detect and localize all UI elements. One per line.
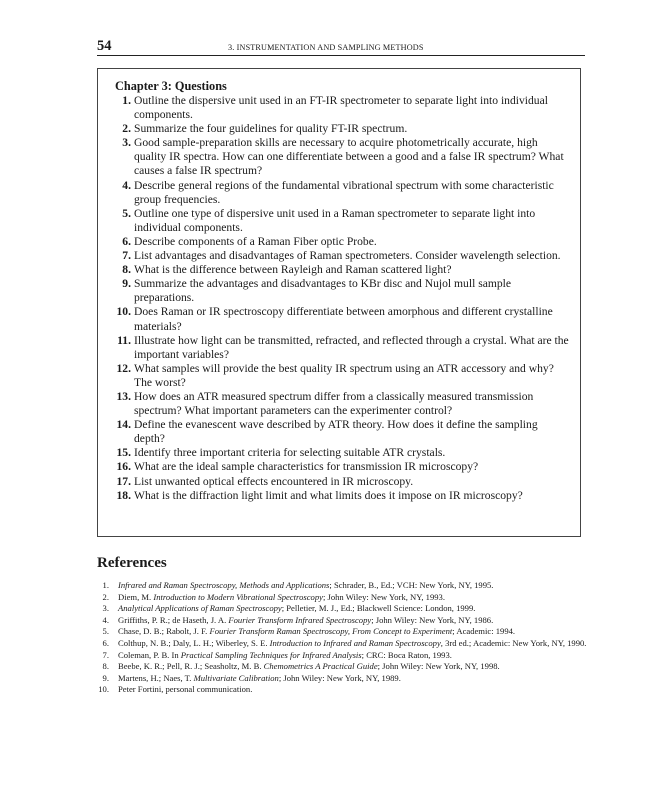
question-number: 8. (122, 263, 131, 277)
references-list (86, 580, 591, 696)
questions-title: Chapter 3: Questions (115, 79, 227, 93)
reference-item (86, 615, 591, 627)
question-item (115, 446, 570, 460)
question-text: Does Raman or IR spectroscopy differentiate between amorphous and different crystalline materials? (134, 305, 553, 333)
reference-publisher: ; Pelletier, M. J., Ed.; Blackwell Science: London, 1999. (281, 603, 476, 614)
question-number: 5. (122, 206, 131, 220)
reference-title: Introduction to Infrared and Raman Spectroscopy (269, 637, 441, 648)
reference-number: 6. (102, 637, 109, 648)
reference-number: 9. (102, 672, 109, 683)
reference-number: 2. (102, 591, 109, 602)
reference-authors: Martens, H.; Naes, T. (118, 672, 194, 683)
question-text: Describe components of a Raman Fiber optic Probe. (134, 234, 377, 248)
question-item (115, 249, 570, 263)
reference-item (86, 626, 591, 638)
question-text: List advantages and disadvantages of Raman spectrometers. Consider wavelength selection. (134, 249, 561, 263)
question-number: 17. (116, 474, 131, 488)
reference-authors: Diem, M. (118, 591, 154, 602)
question-item (115, 334, 570, 362)
question-item (115, 136, 570, 178)
reference-publisher: ; John Wiley: New York, NY, 1986. (371, 614, 494, 625)
reference-title: Infrared and Raman Spectroscopy, Methods and Applications (118, 580, 330, 590)
reference-item (86, 661, 591, 673)
reference-publisher: ; Schrader, B., Ed.; VCH: New York, NY, 1995. (329, 580, 494, 590)
reference-publisher: ; CRC: Boca Raton, 1993. (361, 649, 452, 660)
reference-authors: Beebe, K. R.; Pell, R. J.; Seasholtz, M. B. (118, 661, 264, 672)
reference-publisher: ; John Wiley: New York, NY, 1993. (322, 591, 445, 602)
page-number: 54 (97, 38, 112, 54)
question-item (115, 390, 570, 418)
question-item (115, 235, 570, 249)
question-number: 10. (116, 305, 131, 319)
question-number: 15. (116, 446, 131, 460)
question-number: 16. (116, 460, 131, 474)
reference-number: 1. (102, 580, 109, 590)
question-item (115, 475, 570, 489)
running-head: 3. INSTRUMENTATION AND SAMPLING METHODS (228, 43, 424, 52)
chapter-questions-box (97, 68, 581, 537)
question-item (115, 460, 570, 474)
question-text: Summarize the four guidelines for quality FT-IR spectrum. (134, 122, 408, 136)
reference-number: 3. (102, 603, 109, 614)
reference-item (86, 684, 591, 696)
question-text: List unwanted optical effects encountered in IR microscopy. (134, 474, 414, 488)
question-text: What are the ideal sample characteristics for transmission IR microscopy? (134, 460, 479, 474)
question-number: 4. (122, 178, 131, 192)
question-number: 3. (122, 136, 131, 150)
reference-publisher: ; John Wiley: New York, NY, 1998. (377, 661, 500, 672)
reference-item (86, 603, 591, 615)
reference-number: 5. (102, 626, 109, 637)
question-number: 6. (122, 234, 131, 248)
question-item (115, 418, 570, 446)
reference-number: 10. (98, 684, 109, 695)
reference-title: Fourier Transform Raman Spectroscopy, From Concept to Experiment (209, 626, 453, 637)
question-number: 11. (117, 333, 131, 347)
reference-publisher: ; John Wiley: New York, NY, 1989. (278, 672, 401, 683)
question-text: Summarize the advantages and disadvantages to KBr disc and Nujol mull sample preparations. (134, 277, 512, 305)
reference-authors: Colthup, N. B.; Daly, L. H.; Wiberley, S. E. (118, 637, 270, 648)
question-number: 7. (122, 249, 131, 263)
question-item (115, 305, 570, 333)
reference-title: Multivariate Calibration (193, 672, 279, 683)
question-text: Define the evanescent wave described by ATR theory. How does it define the sampling depth? (134, 418, 538, 446)
reference-item (86, 638, 591, 650)
question-item (115, 362, 570, 390)
page-header (97, 38, 585, 56)
reference-number: 7. (102, 649, 109, 660)
question-item (115, 179, 570, 207)
question-text: Illustrate how light can be transmitted, refracted, and reflected through a crystal. What are the important variables? (134, 333, 569, 361)
reference-authors: Griffiths, P. R.; de Haseth, J. A. (118, 614, 229, 625)
question-number: 12. (116, 361, 131, 375)
reference-title: Analytical Applications of Raman Spectroscopy (118, 603, 282, 614)
references-heading: References (97, 555, 167, 571)
question-text: How does an ATR measured spectrum differ from a classically measured transmission spectrum? What important parameters can the experimenter control? (134, 389, 534, 418)
question-item (115, 122, 570, 136)
reference-authors: Chase, D. B.; Rabolt, J. F. (118, 626, 210, 637)
reference-title: Practical Sampling Techniques for Infrared Analysis (180, 649, 362, 660)
question-item (115, 263, 570, 277)
reference-authors: Coleman, P. B. In (118, 649, 181, 660)
reference-authors: Peter Fortini, personal communication. (118, 684, 253, 695)
question-text: Outline one type of dispersive unit used in a Raman spectrometer to separate light into individual components. (134, 206, 536, 234)
question-text: Good sample-preparation skills are necessary to acquire photometrically accurate, high quality IR spectra. How can one differentiate between a good and a false IR spectrum? What causes a false IR spectrum? (134, 136, 564, 178)
questions-list (115, 94, 570, 503)
question-number: 18. (116, 488, 131, 502)
question-number: 1. (122, 94, 131, 107)
reference-number: 4. (102, 614, 109, 625)
question-text: Outline the dispersive unit used in an FT-IR spectrometer to separate light into individual components. (134, 94, 548, 122)
question-text: What is the diffraction light limit and what limits does it impose on IR microscopy? (134, 488, 523, 502)
question-number: 2. (122, 122, 131, 136)
question-text: What samples will provide the best quality IR spectrum using an ATR accessory and why? The worst? (134, 361, 554, 389)
reference-item (86, 673, 591, 685)
reference-number: 8. (102, 661, 109, 672)
question-item (115, 277, 570, 305)
reference-item (86, 592, 591, 604)
question-text: Describe general regions of the fundamental vibrational spectrum with some characteristic group frequencies. (134, 178, 554, 206)
reference-title: Fourier Transform Infrared Spectroscopy (228, 614, 372, 625)
question-item (115, 94, 570, 122)
question-number: 14. (116, 418, 131, 432)
question-number: 9. (122, 277, 131, 291)
reference-title: Introduction to Modern Vibrational Spectroscopy (153, 591, 323, 602)
question-item (115, 489, 570, 503)
question-item (115, 207, 570, 235)
question-number: 13. (116, 389, 131, 403)
question-text: What is the difference between Rayleigh and Raman scattered light? (134, 263, 452, 277)
question-text: Identify three important criteria for selecting suitable ATR crystals. (134, 446, 446, 460)
reference-title: Chemometrics A Practical Guide (263, 661, 378, 672)
reference-item (86, 580, 591, 592)
reference-publisher: , 3rd ed.; Academic: New York, NY, 1990. (440, 637, 587, 648)
reference-publisher: ; Academic: 1994. (452, 626, 516, 637)
reference-item (86, 650, 591, 662)
